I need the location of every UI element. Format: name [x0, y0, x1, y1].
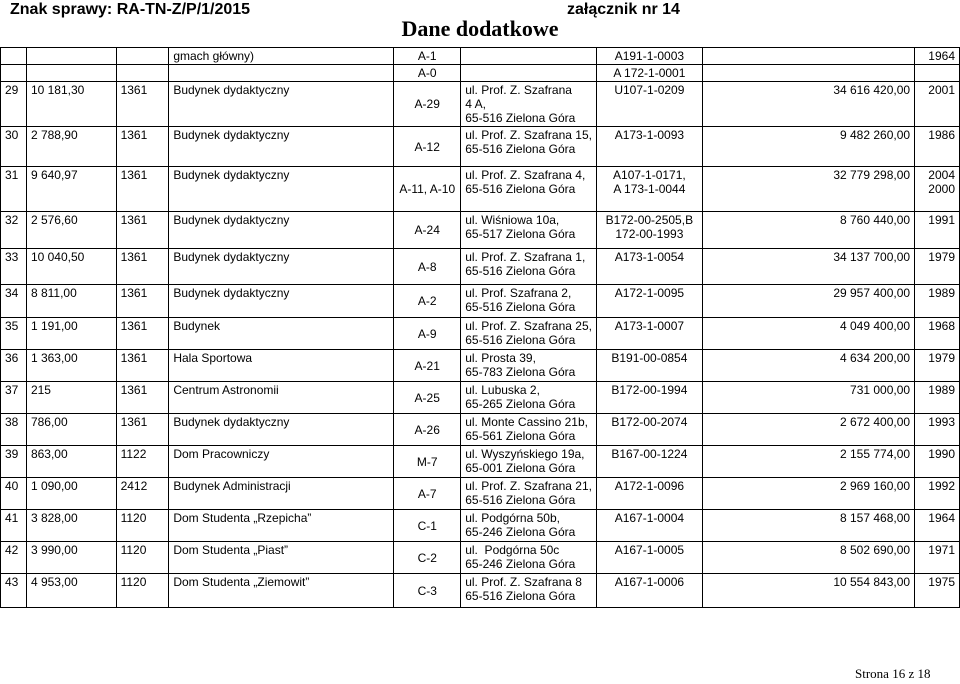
cell-year: 1964 [915, 510, 960, 542]
cell-lp [1, 65, 27, 82]
table-row [1, 510, 960, 542]
cell-value: 10 554 843,00 [702, 574, 914, 608]
cell-lp: 30 [1, 127, 27, 167]
cell-code: 1120 [116, 542, 169, 574]
cell-address: ul. Prof. Szafrana 2, 65-516 Zielona Góra [461, 285, 597, 318]
cell-lp: 32 [1, 212, 27, 249]
cell-value: 731 000,00 [702, 382, 914, 414]
cell-year: 1992 [915, 478, 960, 510]
buildings-table [0, 47, 960, 608]
cell-land-register: A167-1-0005 [596, 542, 702, 574]
cell-value: 34 137 700,00 [702, 249, 914, 285]
cell-code: 1361 [116, 82, 169, 127]
cell-name: Centrum Astronomii [169, 382, 394, 414]
cell-year: 1993 [915, 414, 960, 446]
page-number: Strona 16 z 18 [855, 666, 931, 681]
cell-address: ul. Prof. Z. Szafrana 15, 65-516 Zielona Góra [461, 127, 597, 167]
cell-year: 1986 [915, 127, 960, 167]
cell-lp: 39 [1, 446, 27, 478]
table-row [1, 542, 960, 574]
cell-land-register: B167-00-1224 [596, 446, 702, 478]
cell-name: Dom Pracowniczy [169, 446, 394, 478]
cell-land-register: A191-1-0003 [596, 48, 702, 65]
cell-name: Budynek dydaktyczny [169, 127, 394, 167]
cell-code: 1361 [116, 167, 169, 212]
cell-code: 1361 [116, 212, 169, 249]
cell-land-register: U107-1-0209 [596, 82, 702, 127]
cell-name: Hala Sportowa [169, 350, 394, 382]
cell-value: 9 482 260,00 [702, 127, 914, 167]
table-row [1, 167, 960, 212]
cell-symbol: C-3 [394, 574, 461, 608]
table-row [1, 249, 960, 285]
cell-code: 2412 [116, 478, 169, 510]
cell-year [915, 65, 960, 82]
cell-year: 1989 [915, 382, 960, 414]
table-row [1, 350, 960, 382]
cell-year: 1975 [915, 574, 960, 608]
cell-area: 2 576,60 [26, 212, 116, 249]
cell-value: 2 672 400,00 [702, 414, 914, 446]
cell-address: ul. Wiśniowa 10a, 65-517 Zielona Góra [461, 212, 597, 249]
cell-symbol: A-7 [394, 478, 461, 510]
cell-area: 4 953,00 [26, 574, 116, 608]
cell-name: Dom Studenta „Rzepicha” [169, 510, 394, 542]
cell-land-register: A 172-1-0001 [596, 65, 702, 82]
cell-lp: 36 [1, 350, 27, 382]
cell-symbol: A-25 [394, 382, 461, 414]
cell-address: ul. Monte Cassino 21b, 65-561 Zielona Góra [461, 414, 597, 446]
cell-symbol: M-7 [394, 446, 461, 478]
cell-name: Budynek [169, 318, 394, 350]
cell-area: 9 640,97 [26, 167, 116, 212]
cell-value: 2 969 160,00 [702, 478, 914, 510]
cell-symbol: A-11, A-10 [394, 167, 461, 212]
cell-address: ul. Prof. Z. Szafrana 25, 65-516 Zielona Góra [461, 318, 597, 350]
table-row [1, 574, 960, 608]
cell-lp: 40 [1, 478, 27, 510]
cell-name: Budynek dydaktyczny [169, 212, 394, 249]
cell-address: ul. Prof. Z. Szafrana 1, 65-516 Zielona Góra [461, 249, 597, 285]
cell-address: ul. Prof. Z. Szafrana 8 65-516 Zielona Góra [461, 574, 597, 608]
cell-name: Dom Studenta „Piast” [169, 542, 394, 574]
table-row [1, 127, 960, 167]
table-row [1, 414, 960, 446]
table-body [1, 48, 960, 608]
cell-area: 1 363,00 [26, 350, 116, 382]
cell-symbol: A-0 [394, 65, 461, 82]
cell-area: 10 040,50 [26, 249, 116, 285]
page-title: Dane dodatkowe [401, 16, 559, 41]
cell-name: Budynek dydaktyczny [169, 82, 394, 127]
cell-address: ul. Podgórna 50c 65-246 Zielona Góra [461, 542, 597, 574]
cell-land-register: A172-1-0095 [596, 285, 702, 318]
cell-area: 863,00 [26, 446, 116, 478]
cell-land-register: A107-1-0171, A 173-1-0044 [596, 167, 702, 212]
table-row [1, 446, 960, 478]
cell-address: ul. Prof. Z. Szafrana 21, 65-516 Zielona Góra [461, 478, 597, 510]
cell-area: 215 [26, 382, 116, 414]
cell-area: 1 090,00 [26, 478, 116, 510]
cell-code: 1361 [116, 382, 169, 414]
cell-lp: 33 [1, 249, 27, 285]
cell-name [169, 65, 394, 82]
cell-year: 1971 [915, 542, 960, 574]
cell-lp: 29 [1, 82, 27, 127]
cell-code: 1361 [116, 318, 169, 350]
cell-value: 2 155 774,00 [702, 446, 914, 478]
cell-value: 8 760 440,00 [702, 212, 914, 249]
table-row [1, 82, 960, 127]
cell-value: 29 957 400,00 [702, 285, 914, 318]
cell-land-register: B172-00-2074 [596, 414, 702, 446]
cell-address: ul. Prof. Z. Szafrana 4 A, 65-516 Zielona Góra [461, 82, 597, 127]
cell-address [461, 65, 597, 82]
table-row [1, 212, 960, 249]
cell-name: Budynek dydaktyczny [169, 167, 394, 212]
cell-year: 1979 [915, 350, 960, 382]
case-sign: Znak sprawy: RA-TN-Z/P/1/2015 [10, 1, 251, 18]
cell-code: 1120 [116, 510, 169, 542]
cell-address: ul. Podgórna 50b, 65-246 Zielona Góra [461, 510, 597, 542]
cell-address: ul. Wyszyńskiego 19a, 65-001 Zielona Góra [461, 446, 597, 478]
cell-symbol: A-29 [394, 82, 461, 127]
cell-land-register: B191-00-0854 [596, 350, 702, 382]
cell-area: 3 990,00 [26, 542, 116, 574]
cell-code: 1361 [116, 127, 169, 167]
attachment-label: załącznik nr 14 [567, 1, 680, 18]
cell-lp: 42 [1, 542, 27, 574]
cell-land-register: A167-1-0006 [596, 574, 702, 608]
cell-land-register: A173-1-0093 [596, 127, 702, 167]
table-row [1, 318, 960, 350]
table-row [1, 285, 960, 318]
cell-lp: 31 [1, 167, 27, 212]
cell-year: 2004 2000 [915, 167, 960, 212]
cell-address [461, 48, 597, 65]
cell-name: Dom Studenta „Ziemowit” [169, 574, 394, 608]
cell-name: Budynek dydaktyczny [169, 414, 394, 446]
cell-land-register: B172-00-1994 [596, 382, 702, 414]
cell-code: 1361 [116, 350, 169, 382]
cell-symbol: C-2 [394, 542, 461, 574]
cell-symbol: A-12 [394, 127, 461, 167]
cell-code [116, 65, 169, 82]
cell-address: ul. Prosta 39, 65-783 Zielona Góra [461, 350, 597, 382]
cell-address: ul. Lubuska 2, 65-265 Zielona Góra [461, 382, 597, 414]
cell-code: 1120 [116, 574, 169, 608]
cell-address: ul. Prof. Z. Szafrana 4, 65-516 Zielona Góra [461, 167, 597, 212]
cell-name: Budynek dydaktyczny [169, 285, 394, 318]
cell-name: gmach główny) [169, 48, 394, 65]
cell-symbol: A-21 [394, 350, 461, 382]
cell-year: 2001 [915, 82, 960, 127]
cell-year: 1964 [915, 48, 960, 65]
cell-area [26, 48, 116, 65]
table-row [1, 48, 960, 65]
cell-lp: 34 [1, 285, 27, 318]
cell-lp: 38 [1, 414, 27, 446]
cell-year: 1979 [915, 249, 960, 285]
cell-code: 1361 [116, 414, 169, 446]
cell-year: 1968 [915, 318, 960, 350]
cell-code: 1122 [116, 446, 169, 478]
cell-year: 1991 [915, 212, 960, 249]
table-row [1, 382, 960, 414]
cell-lp: 41 [1, 510, 27, 542]
cell-lp: 35 [1, 318, 27, 350]
cell-value: 4 634 200,00 [702, 350, 914, 382]
cell-value: 8 157 468,00 [702, 510, 914, 542]
cell-area: 8 811,00 [26, 285, 116, 318]
cell-land-register: A173-1-0054 [596, 249, 702, 285]
cell-code: 1361 [116, 285, 169, 318]
cell-code [116, 48, 169, 65]
cell-area: 2 788,90 [26, 127, 116, 167]
cell-symbol: A-26 [394, 414, 461, 446]
cell-year: 1989 [915, 285, 960, 318]
cell-name: Budynek dydaktyczny [169, 249, 394, 285]
cell-value: 8 502 690,00 [702, 542, 914, 574]
cell-lp: 43 [1, 574, 27, 608]
cell-land-register: A167-1-0004 [596, 510, 702, 542]
table-row [1, 478, 960, 510]
cell-area [26, 65, 116, 82]
cell-area: 10 181,30 [26, 82, 116, 127]
cell-year: 1990 [915, 446, 960, 478]
cell-name: Budynek Administracji [169, 478, 394, 510]
cell-value: 32 779 298,00 [702, 167, 914, 212]
cell-symbol: C-1 [394, 510, 461, 542]
cell-value [702, 65, 914, 82]
cell-value [702, 48, 914, 65]
table-row [1, 65, 960, 82]
cell-symbol: A-1 [394, 48, 461, 65]
cell-symbol: A-24 [394, 212, 461, 249]
cell-code: 1361 [116, 249, 169, 285]
cell-land-register: A173-1-0007 [596, 318, 702, 350]
cell-area: 786,00 [26, 414, 116, 446]
cell-area: 1 191,00 [26, 318, 116, 350]
cell-value: 4 049 400,00 [702, 318, 914, 350]
cell-area: 3 828,00 [26, 510, 116, 542]
cell-land-register: A172-1-0096 [596, 478, 702, 510]
cell-land-register: B172-00-2505,B 172-00-1993 [596, 212, 702, 249]
cell-symbol: A-9 [394, 318, 461, 350]
cell-lp [1, 48, 27, 65]
cell-symbol: A-8 [394, 249, 461, 285]
cell-lp: 37 [1, 382, 27, 414]
cell-symbol: A-2 [394, 285, 461, 318]
cell-value: 34 616 420,00 [702, 82, 914, 127]
